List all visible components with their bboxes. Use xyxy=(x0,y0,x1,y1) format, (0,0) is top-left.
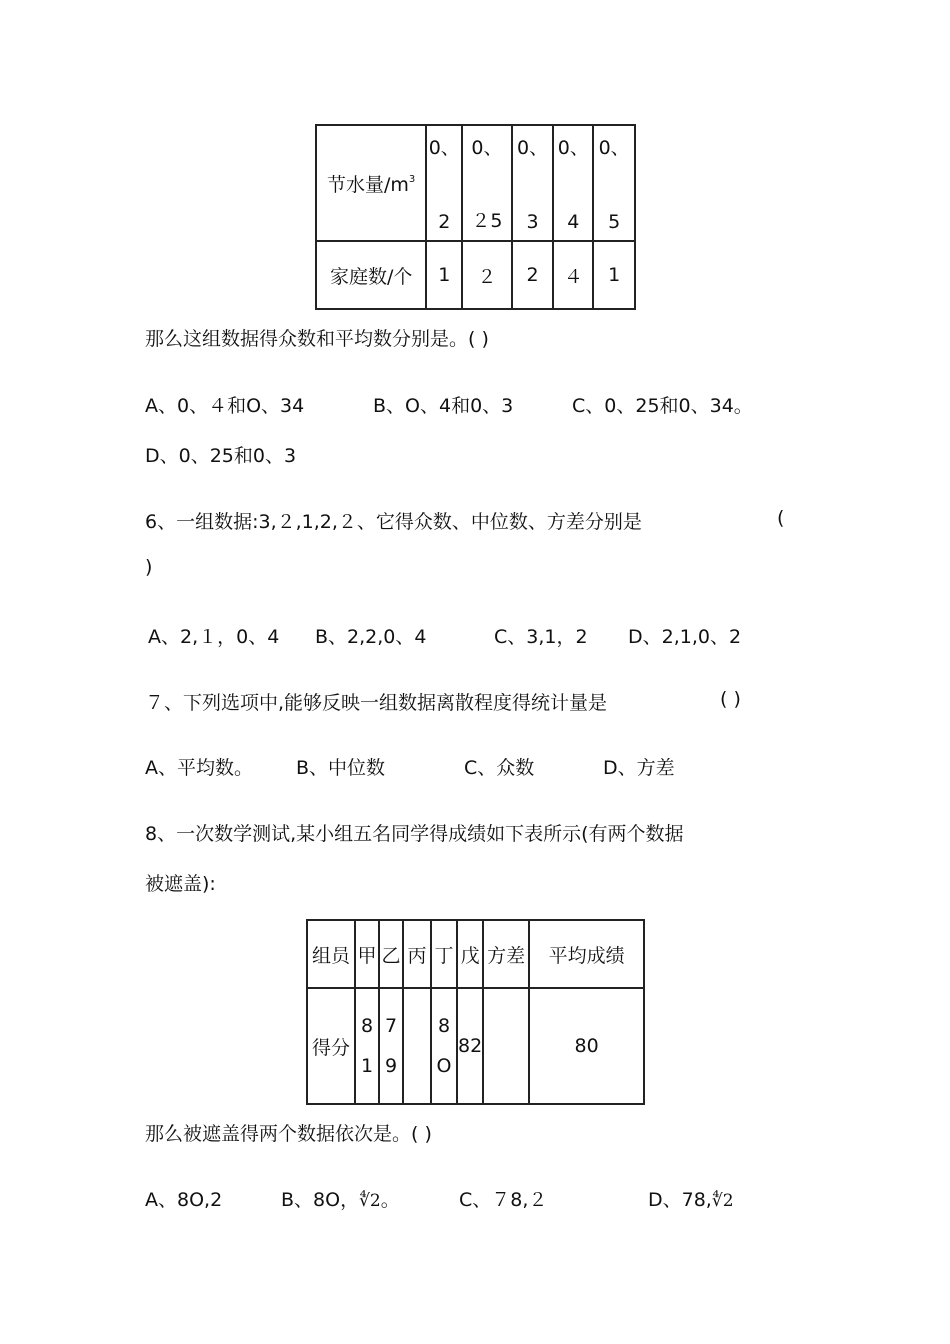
q6-option-d: D、2,1,0、2 xyxy=(628,626,742,648)
q8-option-c: C、７8,２ xyxy=(459,1189,548,1211)
score-digit: O xyxy=(436,1055,452,1077)
score-wu: 82 xyxy=(457,988,483,1104)
q8-option-d-text: D、78, xyxy=(648,1189,712,1211)
q8-answer-stem: 那么被遮盖得两个数据依次是。( ) xyxy=(145,1123,432,1145)
q8-option-a: A、8O,2 xyxy=(145,1189,223,1211)
header-wu: 戊 xyxy=(457,920,483,988)
header-yi: 乙 xyxy=(379,920,403,988)
header-variance: 方差 xyxy=(483,920,529,988)
score-jia xyxy=(355,988,379,1104)
q5-option-b: B、O、4和0、3 xyxy=(373,395,514,417)
household-count: 1 xyxy=(426,241,462,309)
q7-option-d: D、方差 xyxy=(603,757,675,779)
q7-option-c: C、众数 xyxy=(464,757,535,779)
q5-stem: 那么这组数据得众数和平均数分别是。( ) xyxy=(145,328,489,350)
header-average: 平均成绩 xyxy=(529,920,644,988)
value-top: 0、 xyxy=(517,137,549,159)
water-value-cell xyxy=(462,125,512,241)
household-count: ２ xyxy=(462,241,512,309)
q6-paren-open: ( xyxy=(777,507,785,529)
q8-option-b-end: 。 xyxy=(380,1189,400,1211)
value-bottom: 4 xyxy=(567,211,580,233)
q6-option-a: A、2,１，0、4 xyxy=(148,626,280,648)
water-value-cell xyxy=(512,125,554,241)
q8-stem: 8、一次数学测试,某小组五名同学得成绩如下表所示(有两个数据 xyxy=(145,823,684,845)
q8-stem-cont: 被遮盖): xyxy=(145,873,216,895)
row-label-score: 得分 xyxy=(307,988,355,1104)
household-count: 1 xyxy=(593,241,635,309)
household-count: 2 xyxy=(512,241,554,309)
scores-table xyxy=(306,919,645,1105)
water-value-cell xyxy=(553,125,593,241)
value-bottom: 5 xyxy=(608,211,621,233)
q6-stem: 6、一组数据:3,２,1,2,２、它得众数、中位数、方差分别是 xyxy=(145,511,642,533)
value-top: 0、 xyxy=(598,137,630,159)
q6-paren-close: ) xyxy=(145,556,153,578)
q8-option-b xyxy=(281,1185,400,1212)
water-saved-label: 节水量/m xyxy=(326,173,409,196)
score-digit: 9 xyxy=(384,1055,398,1077)
score-digit: 8 xyxy=(437,1015,451,1037)
unit-superscript: 3 xyxy=(408,173,416,185)
q6-option-c: C、3,1，2 xyxy=(494,626,588,648)
q7-stem: ７、下列选项中,能够反映一组数据离散程度得统计量是 xyxy=(145,692,608,714)
header-member: 组员 xyxy=(307,920,355,988)
water-saving-table xyxy=(315,124,636,310)
q7-option-a: A、平均数。 xyxy=(145,757,253,779)
value-bottom: 2 xyxy=(438,211,451,233)
header-ding: 丁 xyxy=(431,920,457,988)
radical-symbol: ∜2 xyxy=(359,1191,381,1211)
score-digit: 1 xyxy=(360,1055,374,1077)
q8-option-d xyxy=(648,1185,734,1212)
value-top: 0、 xyxy=(428,137,460,159)
radical-symbol: ∜2 xyxy=(711,1191,734,1211)
average-score: 80 xyxy=(529,988,644,1104)
value-bottom: ２5 xyxy=(471,210,503,232)
score-digit: 7 xyxy=(384,1015,398,1037)
water-value-cell xyxy=(426,125,462,241)
score-bing-hidden xyxy=(403,988,431,1104)
q6-option-b: B、2,2,0、4 xyxy=(315,626,427,648)
header-jia: 甲 xyxy=(355,920,379,988)
water-value-cell xyxy=(593,125,635,241)
row-label-households: 家庭数/个 xyxy=(316,241,426,309)
row-label-water-saved xyxy=(316,125,426,241)
score-ding xyxy=(431,988,457,1104)
value-top: 0、 xyxy=(557,137,589,159)
header-bing: 丙 xyxy=(403,920,431,988)
q5-option-c: C、0、25和0、34。 xyxy=(572,395,753,417)
score-yi xyxy=(379,988,403,1104)
q7-option-b: B、中位数 xyxy=(296,757,386,779)
value-bottom: 3 xyxy=(526,211,539,233)
q5-option-d: D、0、25和0、3 xyxy=(145,445,297,467)
variance-hidden xyxy=(483,988,529,1104)
household-count: ４ xyxy=(553,241,593,309)
q7-paren: ( ) xyxy=(720,688,741,710)
score-digit: 8 xyxy=(360,1015,374,1037)
q5-option-a: A、0、４和O、34 xyxy=(145,395,305,417)
q8-option-b-text: B、8O， xyxy=(281,1189,360,1211)
value-top: 0、 xyxy=(471,137,503,159)
